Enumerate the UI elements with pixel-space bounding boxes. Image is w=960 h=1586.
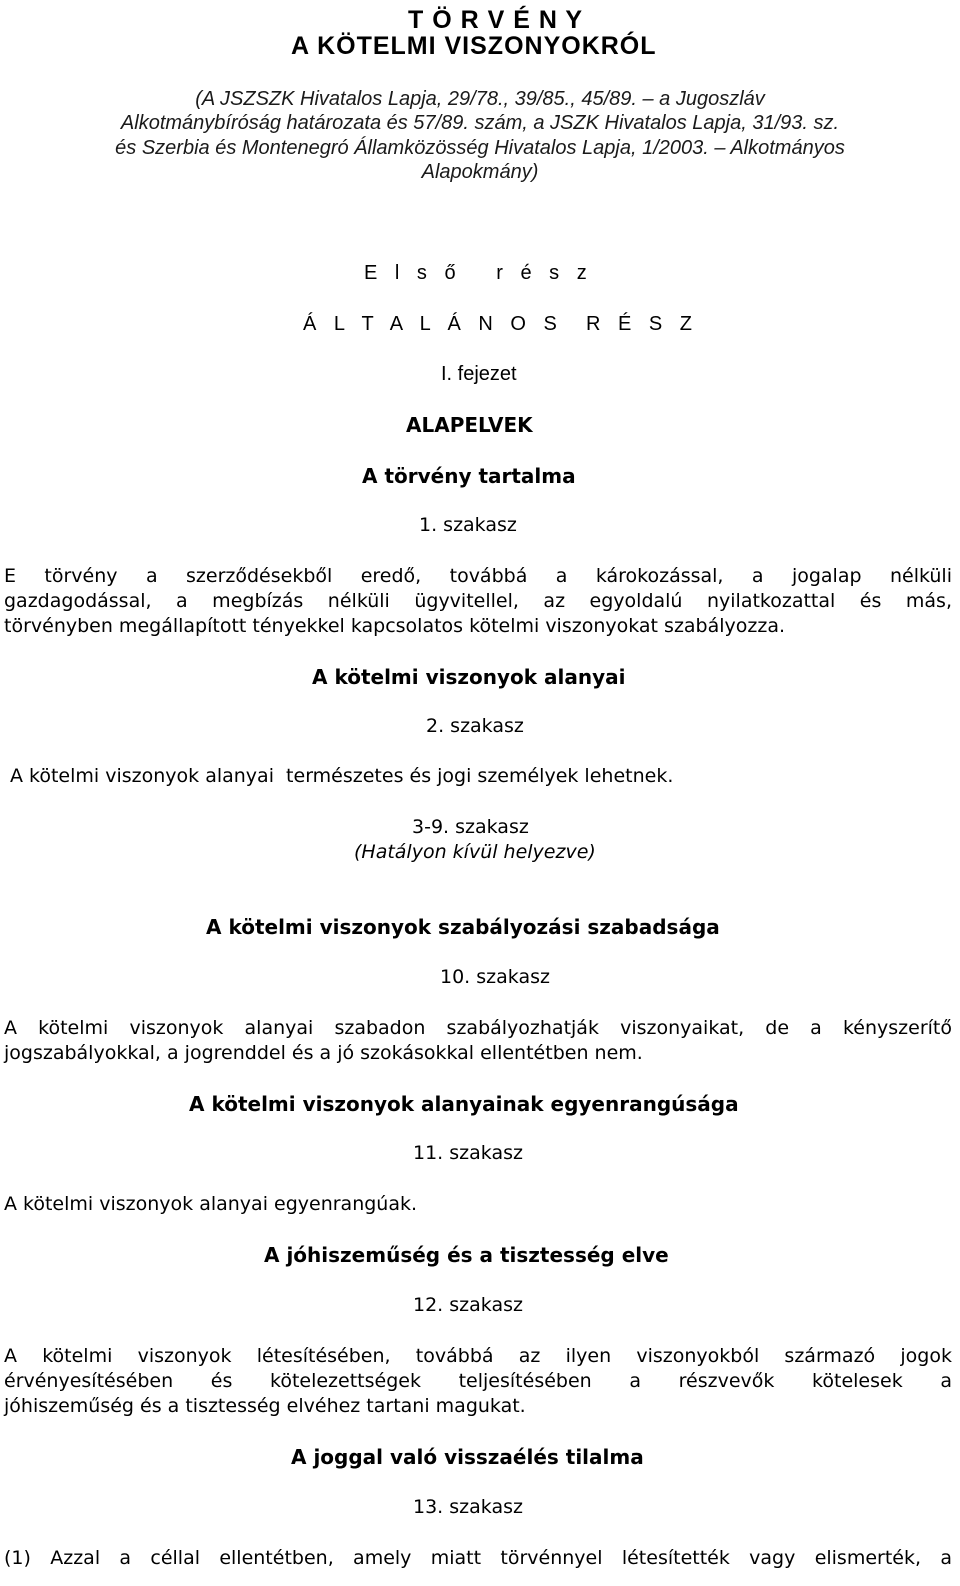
part-label: E l s ő r é s z	[364, 262, 593, 284]
section-number: 1. szakasz	[419, 514, 517, 536]
chapter-name: ALAPELVEK	[406, 413, 533, 437]
text-line: jogszabályokkal, a jogrenddel és a jó szokásokkal ellentétben nem.	[4, 1042, 643, 1064]
text-line: törvényben megállapított tényekkel kapcsolatos kötelmi viszonyokat szabályozza.	[4, 615, 786, 637]
section-number: 13. szakasz	[413, 1496, 523, 1518]
source-line-2: Alkotmánybíróság határozata és 57/89. szám, a JSZK Hivatalos Lapja, 31/93. sz.	[120, 112, 840, 134]
section-number: 12. szakasz	[413, 1294, 523, 1316]
text-line: jóhiszeműség és a tisztesség elvéhez tartani magukat.	[4, 1395, 526, 1417]
chapter-label: I. fejezet	[441, 363, 517, 385]
text-line: (1) Azzal a céllal ellentétben, amely miatt törvénnyel létesítették vagy elismerték, a	[4, 1547, 952, 1569]
repealed-note: (Hatályon kívül helyezve)	[354, 841, 596, 863]
section-13-text	[4, 1546, 952, 1571]
part-name: Á L T A L Á N O S R É S Z	[303, 313, 698, 335]
source-line-3: és Szerbia és Montenegró Államközösség Hivatalos Lapja, 1/2003. – Alkotmányos	[115, 137, 845, 159]
section-heading: A kötelmi viszonyok alanyainak egyenrangúsága	[189, 1092, 739, 1116]
title-line-1: T Ö R V É N Y	[408, 6, 584, 34]
section-heading: A jóhiszeműség és a tisztesség elve	[264, 1243, 669, 1267]
section-heading: A joggal való visszaélés tilalma	[291, 1445, 644, 1469]
section-11-text: A kötelmi viszonyok alanyai egyenrangúak.	[4, 1193, 418, 1215]
text-line: A kötelmi viszonyok alanyai szabadon szabályozhatják viszonyaikat, de a kényszerítő	[4, 1017, 952, 1039]
section-12-text	[4, 1344, 952, 1419]
source-line-1: (A JSZSZK Hivatalos Lapja, 29/78., 39/85., 45/89. – a Jugoszláv	[195, 88, 765, 110]
source-line-4: Alapokmány)	[421, 161, 539, 183]
text-line: A kötelmi viszonyok létesítésében, továbbá az ilyen viszonyokból származó jogok	[4, 1345, 952, 1367]
section-2-text: A kötelmi viszonyok alanyai természetes és jogi személyek lehetnek.	[10, 765, 674, 787]
section-number: 11. szakasz	[413, 1142, 523, 1164]
section-heading: A kötelmi viszonyok szabályozási szabadsága	[206, 915, 720, 939]
section-1-text	[4, 564, 952, 639]
section-heading: A kötelmi viszonyok alanyai	[312, 665, 626, 689]
section-heading: A törvény tartalma	[362, 464, 576, 488]
section-number: 2. szakasz	[426, 715, 524, 737]
text-line: E törvény a szerződésekből eredő, továbbá a károkozással, a jogalap nélküli	[4, 565, 952, 587]
text-line: érvényesítésében és kötelezettségek teljesítésében a részvevők kötelesek a	[4, 1370, 952, 1392]
title-line-2: A KÖTELMI VISZONYOKRÓL	[291, 32, 657, 60]
section-number: 3-9. szakasz	[412, 816, 529, 838]
text-line: gazdagodással, a megbízás nélküli ügyvitellel, az egyoldalú nyilatkozattal és más,	[4, 590, 952, 612]
section-number: 10. szakasz	[440, 966, 550, 988]
section-10-text	[4, 1016, 952, 1066]
